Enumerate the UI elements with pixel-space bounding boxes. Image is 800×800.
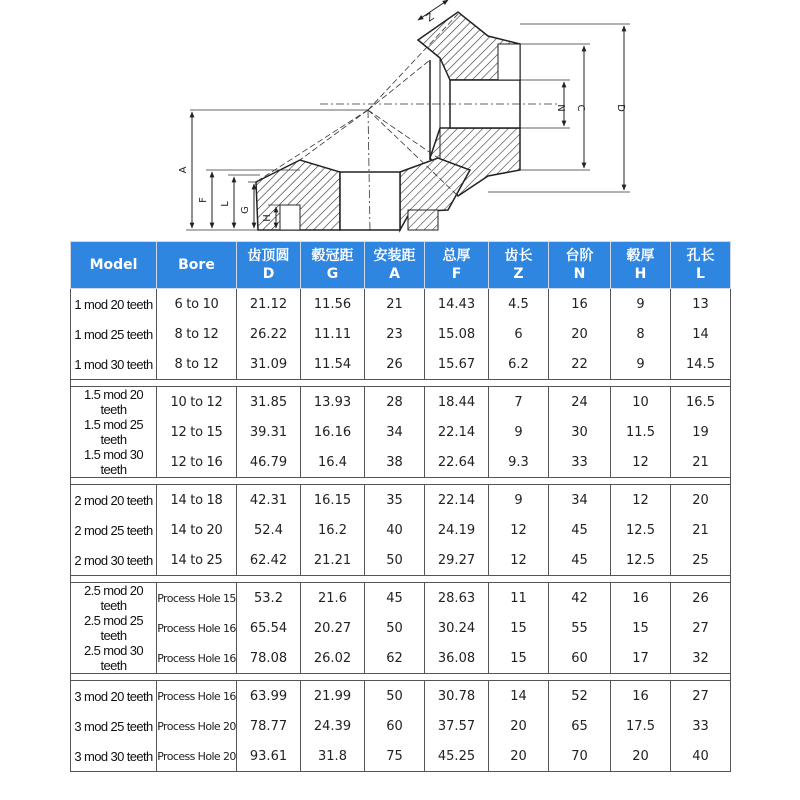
table-row <box>71 349 731 380</box>
total-thickness-cell: 29.27 <box>425 545 489 576</box>
column-header-symbol: A <box>389 266 400 282</box>
column-header-symbol: F <box>451 266 462 282</box>
column-header <box>71 242 157 289</box>
model-cell: 2.5 mod 30 teeth <box>71 643 157 674</box>
bore-length-cell: 21 <box>671 447 731 478</box>
outer-diameter-cell: 39.31 <box>237 417 301 447</box>
table-row <box>71 447 731 478</box>
dim-label-a: A <box>178 166 189 174</box>
tooth-length-cell: 15 <box>489 643 549 674</box>
tooth-length-cell: 12 <box>489 515 549 545</box>
hub-thickness-cell: 16 <box>611 681 671 712</box>
column-header-label: Model <box>89 257 138 273</box>
dim-label-z: Z <box>424 11 437 25</box>
tooth-length-cell: 11 <box>489 583 549 614</box>
column-header <box>157 242 237 289</box>
outer-diameter-cell: 93.61 <box>237 741 301 772</box>
bore-length-cell: 26 <box>671 583 731 614</box>
step-diameter-cell: 70 <box>549 741 611 772</box>
mounting-distance-cell: 75 <box>365 741 425 772</box>
model-cell: 1.5 mod 30 teeth <box>71 447 157 478</box>
model-cell: 1 mod 30 teeth <box>71 349 157 380</box>
hub-thickness-cell: 12 <box>611 485 671 516</box>
hub-thickness-cell: 16 <box>611 583 671 614</box>
dim-label-l: L <box>220 201 231 207</box>
hub-thickness-cell: 17.5 <box>611 711 671 741</box>
column-header-symbol: D <box>262 266 275 282</box>
step-diameter-cell: 33 <box>549 447 611 478</box>
column-header <box>237 242 301 289</box>
tooth-length-cell: 9.3 <box>489 447 549 478</box>
model-cell: 3 mod 20 teeth <box>71 681 157 712</box>
crown-to-hub-cell: 16.15 <box>301 485 365 516</box>
bore-cell: Process Hole 16 <box>157 681 237 712</box>
bore-length-cell: 13 <box>671 289 731 320</box>
step-diameter-cell: 34 <box>549 485 611 516</box>
column-header-symbol: H <box>634 266 647 282</box>
hub-thickness-cell: 12 <box>611 447 671 478</box>
total-thickness-cell: 37.57 <box>425 711 489 741</box>
step-diameter-cell: 16 <box>549 289 611 320</box>
crown-to-hub-cell: 26.02 <box>301 643 365 674</box>
crown-to-hub-cell: 16.4 <box>301 447 365 478</box>
crown-to-hub-cell: 31.8 <box>301 741 365 772</box>
step-diameter-cell: 22 <box>549 349 611 380</box>
model-cell: 2 mod 25 teeth <box>71 515 157 545</box>
crown-to-hub-cell: 11.56 <box>301 289 365 320</box>
step-diameter-cell: 24 <box>549 387 611 418</box>
column-header <box>489 242 549 289</box>
column-header <box>611 242 671 289</box>
model-cell: 1.5 mod 25 teeth <box>71 417 157 447</box>
group-separator <box>71 674 731 681</box>
step-diameter-cell: 30 <box>549 417 611 447</box>
mounting-distance-cell: 23 <box>365 319 425 349</box>
dim-label-h: H <box>262 214 273 222</box>
bore-length-cell: 32 <box>671 643 731 674</box>
crown-to-hub-cell: 21.99 <box>301 681 365 712</box>
hub-thickness-cell: 9 <box>611 349 671 380</box>
total-thickness-cell: 14.43 <box>425 289 489 320</box>
table-row <box>71 417 731 447</box>
model-cell: 1 mod 25 teeth <box>71 319 157 349</box>
tooth-length-cell: 6.2 <box>489 349 549 380</box>
total-thickness-cell: 22.14 <box>425 485 489 516</box>
total-thickness-cell: 28.63 <box>425 583 489 614</box>
mounting-distance-cell: 45 <box>365 583 425 614</box>
bore-cell: 14 to 18 <box>157 485 237 516</box>
column-header-symbol: N <box>573 266 586 282</box>
model-cell: 2 mod 30 teeth <box>71 545 157 576</box>
table-row <box>71 741 731 772</box>
bore-cell: Process Hole 16 <box>157 613 237 643</box>
column-header-label: Bore <box>178 257 215 273</box>
model-cell: 2 mod 20 teeth <box>71 485 157 516</box>
table-row <box>71 711 731 741</box>
tooth-length-cell: 15 <box>489 613 549 643</box>
bore-cell: 8 to 12 <box>157 349 237 380</box>
crown-to-hub-cell: 20.27 <box>301 613 365 643</box>
mounting-distance-cell: 50 <box>365 613 425 643</box>
hub-thickness-cell: 8 <box>611 319 671 349</box>
hub-thickness-cell: 15 <box>611 613 671 643</box>
mounting-distance-cell: 50 <box>365 681 425 712</box>
crown-to-hub-cell: 21.6 <box>301 583 365 614</box>
hub-thickness-cell: 17 <box>611 643 671 674</box>
outer-diameter-cell: 52.4 <box>237 515 301 545</box>
bore-length-cell: 14 <box>671 319 731 349</box>
column-header <box>365 242 425 289</box>
outer-diameter-cell: 26.22 <box>237 319 301 349</box>
hub-thickness-cell: 11.5 <box>611 417 671 447</box>
crown-to-hub-cell: 21.21 <box>301 545 365 576</box>
bore-cell: Process Hole 20 <box>157 711 237 741</box>
bore-cell: 14 to 25 <box>157 545 237 576</box>
mounting-distance-cell: 26 <box>365 349 425 380</box>
total-thickness-cell: 15.08 <box>425 319 489 349</box>
table-row <box>71 583 731 614</box>
separator-cell <box>71 674 731 681</box>
total-thickness-cell: 30.78 <box>425 681 489 712</box>
column-header-symbol: G <box>326 266 339 282</box>
column-header <box>301 242 365 289</box>
crown-to-hub-cell: 24.39 <box>301 711 365 741</box>
tooth-length-cell: 20 <box>489 741 549 772</box>
column-header-label: 安装距 <box>373 248 416 264</box>
column-header-label: 齿长 <box>504 248 533 264</box>
column-header-symbol: L <box>696 266 705 282</box>
group-separator <box>71 478 731 485</box>
bore-length-cell: 20 <box>671 485 731 516</box>
outer-diameter-cell: 46.79 <box>237 447 301 478</box>
mounting-distance-cell: 62 <box>365 643 425 674</box>
bore-cell: Process Hole 15 <box>157 583 237 614</box>
step-diameter-cell: 42 <box>549 583 611 614</box>
bore-cell: 6 to 10 <box>157 289 237 320</box>
mounting-distance-cell: 35 <box>365 485 425 516</box>
mounting-distance-cell: 40 <box>365 515 425 545</box>
model-cell: 2.5 mod 25 teeth <box>71 613 157 643</box>
hub-thickness-cell: 20 <box>611 741 671 772</box>
mounting-distance-cell: 34 <box>365 417 425 447</box>
separator-cell <box>71 576 731 583</box>
total-thickness-cell: 45.25 <box>425 741 489 772</box>
crown-to-hub-cell: 16.16 <box>301 417 365 447</box>
model-cell: 1.5 mod 20 teeth <box>71 387 157 418</box>
bore-length-cell: 27 <box>671 613 731 643</box>
bore-length-cell: 25 <box>671 545 731 576</box>
group-separator <box>71 380 731 387</box>
outer-diameter-cell: 31.85 <box>237 387 301 418</box>
total-thickness-cell: 15.67 <box>425 349 489 380</box>
bore-length-cell: 19 <box>671 417 731 447</box>
total-thickness-cell: 22.14 <box>425 417 489 447</box>
bore-cell: 12 to 15 <box>157 417 237 447</box>
bevel-gear-drawing <box>0 0 800 240</box>
dim-label-g: G <box>240 206 251 214</box>
bore-length-cell: 14.5 <box>671 349 731 380</box>
dim-label-d: D <box>615 104 626 112</box>
outer-diameter-cell: 78.08 <box>237 643 301 674</box>
crown-to-hub-cell: 13.93 <box>301 387 365 418</box>
bore-length-cell: 33 <box>671 711 731 741</box>
table-row <box>71 545 731 576</box>
column-header-label: 总厚 <box>442 248 471 264</box>
step-diameter-cell: 55 <box>549 613 611 643</box>
bore-cell: 14 to 20 <box>157 515 237 545</box>
tooth-length-cell: 14 <box>489 681 549 712</box>
column-header-label: 孔长 <box>686 248 715 264</box>
outer-diameter-cell: 65.54 <box>237 613 301 643</box>
table-row <box>71 613 731 643</box>
step-diameter-cell: 65 <box>549 711 611 741</box>
column-header-label: 毂冠距 <box>311 248 354 264</box>
table-row <box>71 515 731 545</box>
total-thickness-cell: 30.24 <box>425 613 489 643</box>
lower-gear-section <box>256 158 470 230</box>
outer-diameter-cell: 21.12 <box>237 289 301 320</box>
tooth-length-cell: 9 <box>489 417 549 447</box>
bore-length-cell: 21 <box>671 515 731 545</box>
table-row <box>71 289 731 320</box>
total-thickness-cell: 22.64 <box>425 447 489 478</box>
outer-diameter-cell: 53.2 <box>237 583 301 614</box>
bore-cell: 8 to 12 <box>157 319 237 349</box>
total-thickness-cell: 24.19 <box>425 515 489 545</box>
column-header <box>549 242 611 289</box>
mounting-distance-cell: 50 <box>365 545 425 576</box>
bore-length-cell: 40 <box>671 741 731 772</box>
column-header <box>671 242 731 289</box>
model-cell: 2.5 mod 20 teeth <box>71 583 157 614</box>
crown-to-hub-cell: 16.2 <box>301 515 365 545</box>
column-header-symbol: Z <box>513 266 524 282</box>
tooth-length-cell: 12 <box>489 545 549 576</box>
hub-thickness-cell: 12.5 <box>611 515 671 545</box>
model-cell: 3 mod 30 teeth <box>71 741 157 772</box>
table-row <box>71 485 731 516</box>
outer-diameter-cell: 78.77 <box>237 711 301 741</box>
step-diameter-cell: 20 <box>549 319 611 349</box>
separator-cell <box>71 478 731 485</box>
mounting-distance-cell: 38 <box>365 447 425 478</box>
table-header-row <box>71 242 731 289</box>
bore-cell: 10 to 12 <box>157 387 237 418</box>
dim-label-f: F <box>198 197 209 203</box>
group-separator <box>71 576 731 583</box>
step-diameter-cell: 60 <box>549 643 611 674</box>
mounting-distance-cell: 60 <box>365 711 425 741</box>
dim-label-c: C <box>575 104 586 112</box>
tooth-length-cell: 20 <box>489 711 549 741</box>
tooth-length-cell: 6 <box>489 319 549 349</box>
crown-to-hub-cell: 11.54 <box>301 349 365 380</box>
mounting-distance-cell: 21 <box>365 289 425 320</box>
model-cell: 1 mod 20 teeth <box>71 289 157 320</box>
model-cell: 3 mod 25 teeth <box>71 711 157 741</box>
column-header-label: 毂厚 <box>626 248 655 264</box>
total-thickness-cell: 36.08 <box>425 643 489 674</box>
bevel-gear-spec-table <box>70 241 731 772</box>
mounting-distance-cell: 28 <box>365 387 425 418</box>
total-thickness-cell: 18.44 <box>425 387 489 418</box>
table-row <box>71 387 731 418</box>
tooth-length-cell: 4.5 <box>489 289 549 320</box>
hub-thickness-cell: 12.5 <box>611 545 671 576</box>
column-header-label: 齿顶圆 <box>247 248 290 264</box>
hub-thickness-cell: 9 <box>611 289 671 320</box>
table-row <box>71 319 731 349</box>
outer-diameter-cell: 62.42 <box>237 545 301 576</box>
bore-cell: Process Hole 16 <box>157 643 237 674</box>
column-header-label: 台阶 <box>565 248 594 264</box>
outer-diameter-cell: 31.09 <box>237 349 301 380</box>
outer-diameter-cell: 42.31 <box>237 485 301 516</box>
bore-cell: 12 to 16 <box>157 447 237 478</box>
step-diameter-cell: 45 <box>549 515 611 545</box>
outer-diameter-cell: 63.99 <box>237 681 301 712</box>
separator-cell <box>71 380 731 387</box>
column-header <box>425 242 489 289</box>
bore-length-cell: 16.5 <box>671 387 731 418</box>
table-row <box>71 681 731 712</box>
step-diameter-cell: 45 <box>549 545 611 576</box>
table-row <box>71 643 731 674</box>
dim-label-n: N <box>555 104 566 112</box>
bore-length-cell: 27 <box>671 681 731 712</box>
bore-cell: Process Hole 20 <box>157 741 237 772</box>
hub-thickness-cell: 10 <box>611 387 671 418</box>
crown-to-hub-cell: 11.11 <box>301 319 365 349</box>
step-diameter-cell: 52 <box>549 681 611 712</box>
tooth-length-cell: 9 <box>489 485 549 516</box>
tooth-length-cell: 7 <box>489 387 549 418</box>
